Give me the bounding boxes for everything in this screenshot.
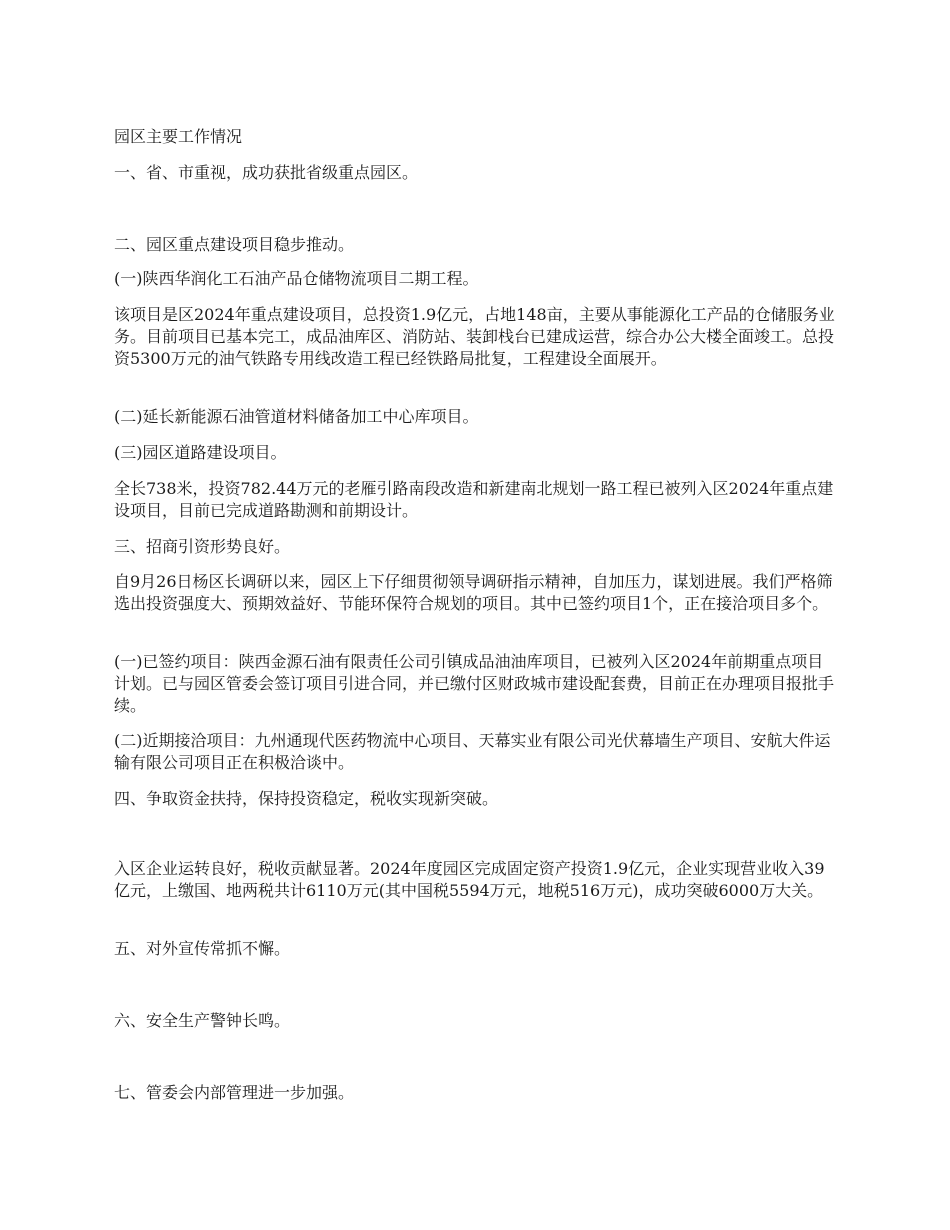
section-heading-6: 六、安全生产警钟长鸣。	[114, 1011, 291, 1030]
section-heading-7: 七、管委会内部管理进一步加强。	[114, 1083, 355, 1102]
section-heading-3: 三、招商引资形势良好。	[114, 537, 291, 556]
document-title: 园区主要工作情况	[114, 127, 243, 146]
section-heading-4: 四、争取资金扶持，保持投资稳定，税收实现新突破。	[114, 789, 499, 808]
body-paragraph: 入区企业运转良好，税收贡献显著。2024年度园区完成固定资产投资1.9亿元，企业实现营业收入39亿元，上缴国、地两税共计6110万元(其中国税5594万元，地税516万元)，成功突破6000万大关。	[114, 859, 825, 900]
body-paragraph: (一)已签约项目：陕西金源石油有限责任公司引镇成品油油库项目，已被列入区2024年前期重点项目计划。已与园区管委会签订项目引进合同，并已缴付区财政城市建设配套费，目前正在办理项目报批手续。	[114, 652, 835, 715]
subsection-heading: (二)延长新能源石油管道材料储备加工中心库项目。	[114, 407, 479, 426]
body-paragraph: (二)近期接洽项目：九州通现代医药物流中心项目、天幕实业有限公司光伏幕墙生产项目、安航大件运输有限公司项目正在积极洽谈中。	[114, 731, 831, 772]
document-page	[114, 0, 836, 1230]
section-heading-1: 一、省、市重视，成功获批省级重点园区。	[114, 163, 419, 182]
subsection-heading: (三)园区道路建设项目。	[114, 443, 287, 462]
body-paragraph: 该项目是区2024年重点建设项目，总投资1.9亿元，占地148亩，主要从事能源化工产品的仓储服务业务。目前项目已基本完工，成品油库区、消防站、装卸栈台已建成运营，综合办公大楼全面竣工。总投资5300万元的油气铁路专用线改造工程已经铁路局批复，工程建设全面展开。	[114, 305, 835, 368]
subsection-heading: (一)陕西华润化工石油产品仓储物流项目二期工程。	[114, 269, 479, 288]
body-paragraph: 全长738米，投资782.44万元的老雁引路南段改造和新建南北规划一路工程已被列入区2024年重点建设项目，目前已完成道路勘测和前期设计。	[114, 479, 834, 520]
section-heading-2: 二、园区重点建设项目稳步推动。	[114, 235, 355, 254]
body-paragraph: 自9月26日杨区长调研以来，园区上下仔细贯彻领导调研指示精神，自加压力，谋划进展。我们严格筛选出投资强度大、预期效益好、节能环保符合规划的项目。其中已签约项目1个，正在接洽项目多个。	[114, 572, 833, 613]
section-heading-5: 五、对外宣传常抓不懈。	[114, 939, 291, 958]
